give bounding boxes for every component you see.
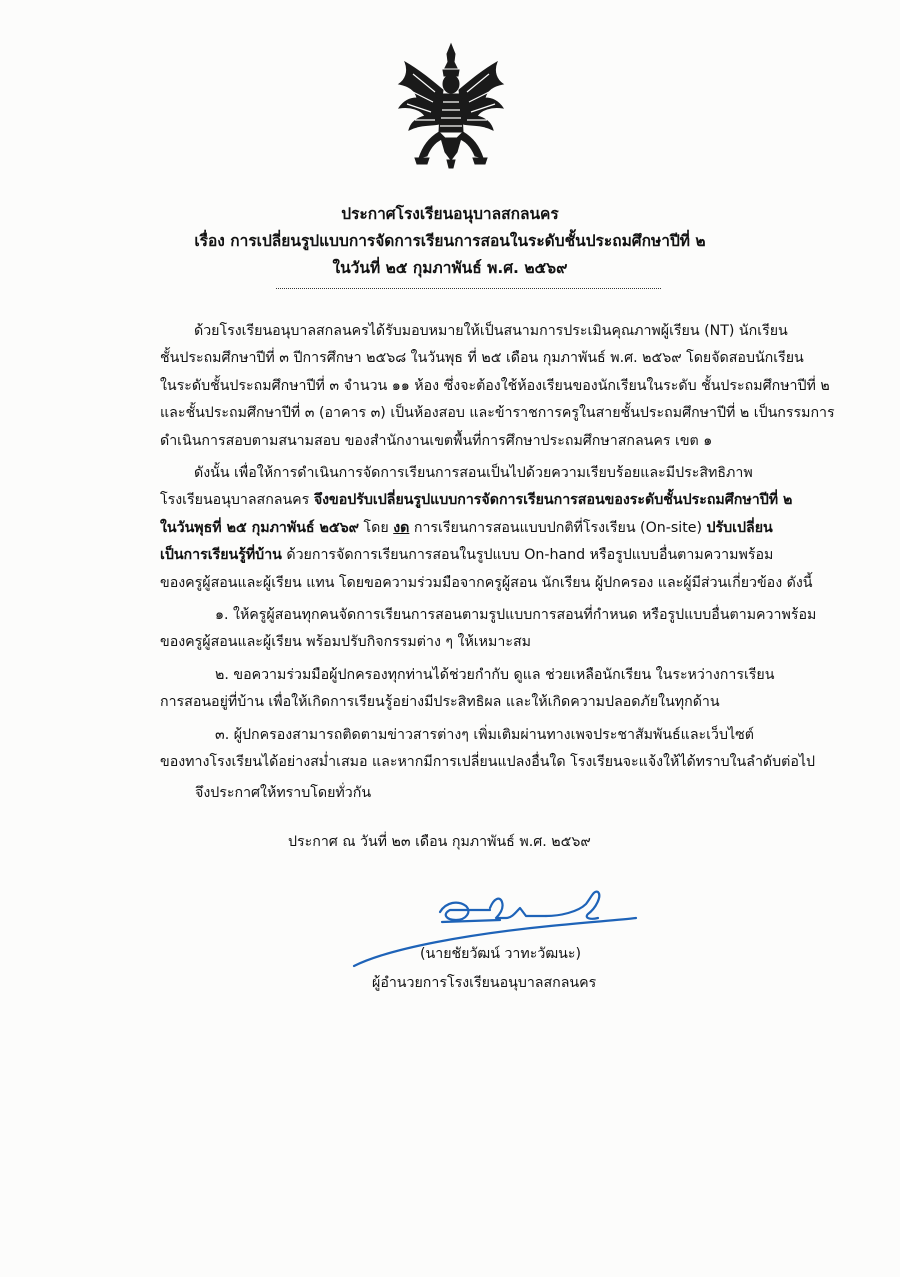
- signer-title: ผู้อำนวยการโรงเรียนอนุบาลสกลนคร: [372, 975, 597, 991]
- list-item: ๒. ขอความร่วมมือผู้ปกครองทุกท่านได้ช่วยกำกับ ดูแล ช่วยเหลือนักเรียน ในระหว่างการเรียน การสอนอยู่ที่บ้าน เพื่อให้เกิดการเรียนรู้อย่างมีประสิทธิผล และให้เกิดความปลอดภัยในทุกด้าน: [160, 666, 775, 711]
- garuda-emblem-icon: [395, 40, 507, 180]
- announcement-body: [160, 318, 840, 782]
- paragraph-decision: ดังนั้น เพื่อให้การดำเนินการจัดการเรียนการสอนเป็นไปด้วยความเรียบร้อยและมีประสิทธิภาพ โรงเรียนอนุบาลสกลนคร จึงขอปรับเปลี่ยนรูปแบบการจัดการเรียนการสอนของระดับชั้นประถมศึกษาปีที่ ๒ ในวันพุธที่ ๒๕ กุมภาพันธ์ ๒๕๖๙ โดย งด การเรียนการสอนแบบปกติที่โรงเรียน (On-site) ปรับเปลี่ยน เป็นการเรียนรู้ที่บ้าน ด้วยการจัดการเรียนการสอนในรูปแบบ On-hand หรือรูปแบบอื่นตามความพร้อม ของครูผู้สอนและผู้เรียน แทน โดยขอความร่วมมือจากครูผู้สอน นักเรียน ผู้ปกครอง และผู้มีส่วนเกี่ยวข้อง ดังนี้: [160, 465, 813, 591]
- announcement-dateline: ประกาศ ณ วันที่ ๒๓ เดือน กุมภาพันธ์ พ.ศ. ๒๕๖๙: [288, 834, 591, 850]
- list-item: ๑. ให้ครูผู้สอนทุกคนจัดการเรียนการสอนตามรูปแบบการสอนที่กำหนด หรือรูปแบบอื่นตามควาพร้อม ของครูผู้สอนและผู้เรียน พร้อมปรับกิจกรรมต่าง ๆ ให้เหมาะสม: [160, 607, 817, 651]
- announcement-date: ในวันที่ ๒๕ กุมภาพันธ์ พ.ศ. ๒๕๖๙: [332, 259, 568, 277]
- list-item: ๓. ผู้ปกครองสามารถติดตามข่าวสารต่างๆ เพิ่มเติมผ่านทางเพจประชาสัมพันธ์และเว็บไซต์ ของทางโรงเรียนได้อย่างสม่ำเสมอ และหากมีการเปลี่ยนแปลงอื่นใด โรงเรียนจะแจ้งให้ได้ทราบในลำดับต่อไป: [160, 726, 816, 771]
- announcement-title: ประกาศโรงเรียนอนุบาลสกลนคร: [341, 205, 559, 223]
- paragraph-reason: ด้วยโรงเรียนอนุบาลสกลนครได้รับมอบหมายให้เป็นสนามการประเมินคุณภาพผู้เรียน (NT) นักเรียน ชั้นประถมศึกษาปีที่ ๓ ปีการศึกษา ๒๕๖๘ ในวันพุธ ที่ ๒๕ เดือน กุมภาพันธ์ พ.ศ. ๒๕๖๙ โดยจัดสอบนักเรียน ในระดับชั้นประถมศึกษาปีที่ ๓ จำนวน ๑๑ ห้อง ซึ่งจะต้องใช้ห้องเรียนของนักเรียนในระดับ ชั้นประถมศึกษาปีที่ ๒ และชั้นประถมศึกษาปีที่ ๓ (อาคาร ๓) เป็นห้องสอบ และข้าราชการครูในสายชั้นประถมศึกษาปีที่ ๒ เป็นกรรมการ ดำเนินการสอบตามสนามสอบ ของสำนักงานเขตพื้นที่การศึกษาประถมศึกษาสกลนคร เขต ๑: [160, 323, 835, 449]
- announcement-subject: เรื่อง การเปลี่ยนรูปแบบการจัดการเรียนการสอนในระดับชั้นประถมศึกษาปีที่ ๒: [194, 232, 706, 250]
- signer-name: (นายชัยวัฒน์ วาทะวัฒนะ): [420, 946, 581, 962]
- closing-statement: จึงประกาศให้ทราบโดยทั่วกัน: [195, 785, 372, 801]
- dotted-divider: [276, 288, 661, 289]
